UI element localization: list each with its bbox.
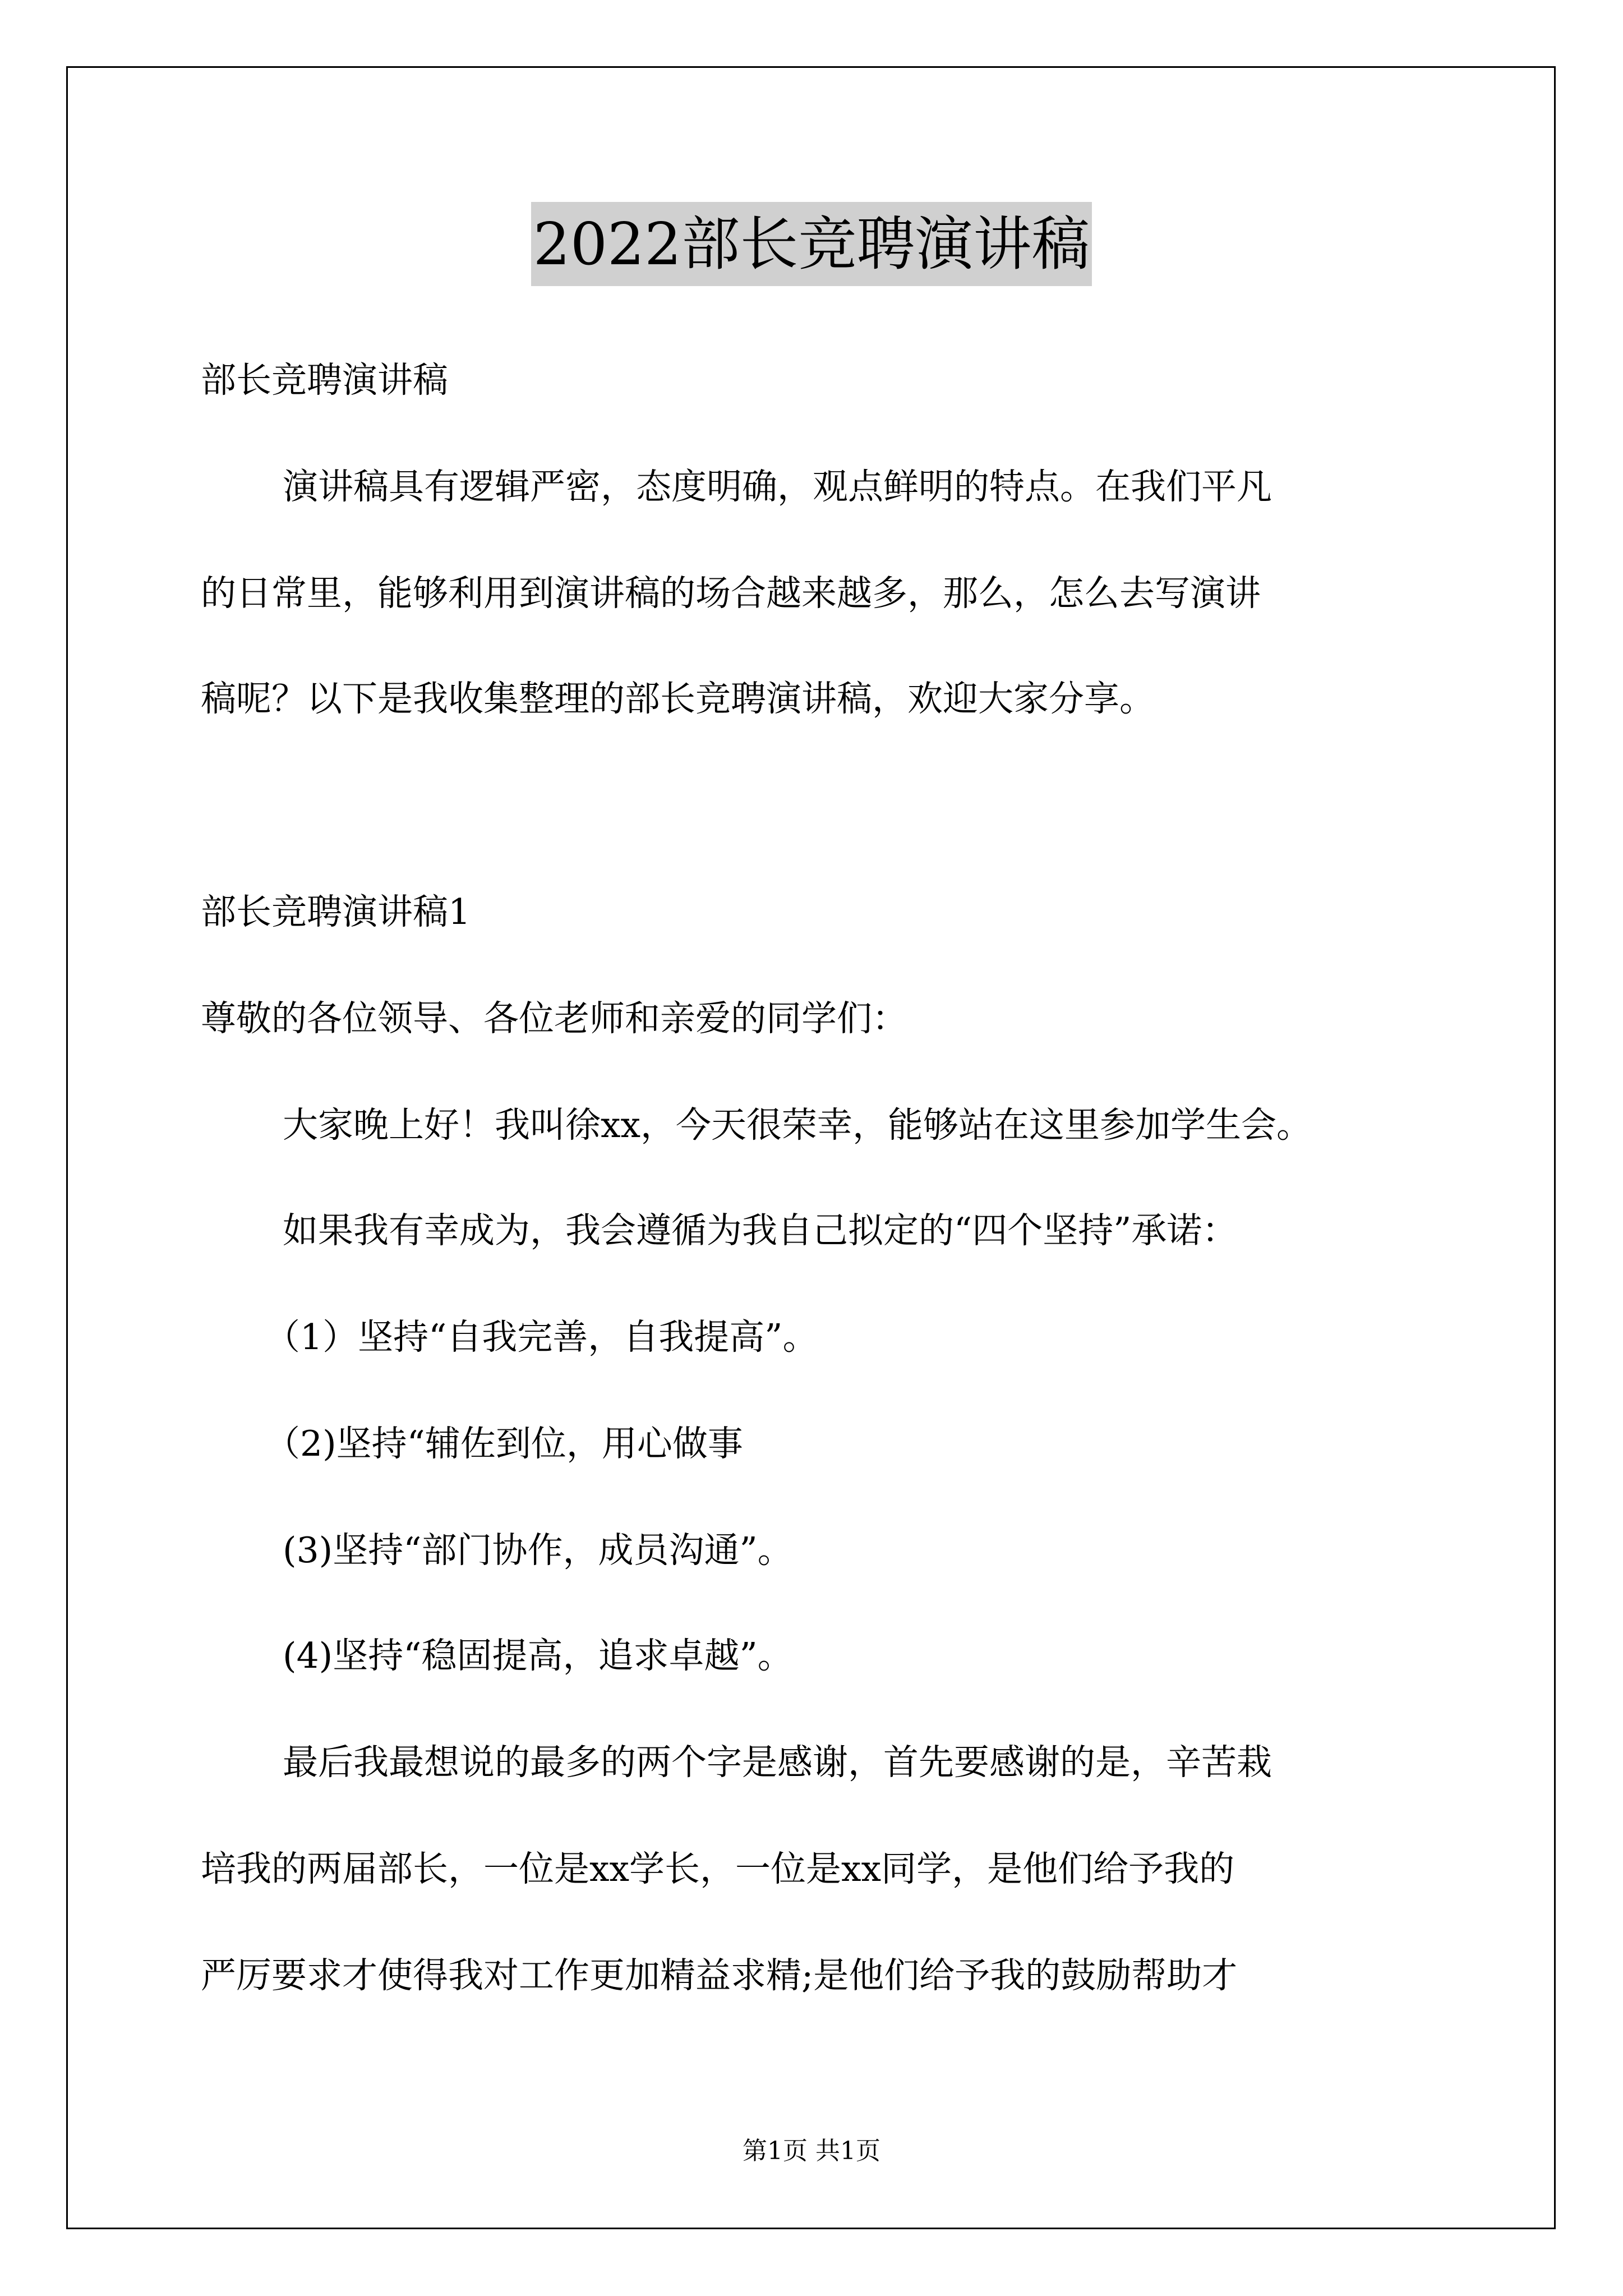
- paragraph-line: 的日常里，能够利用到演讲稿的场合越来越多，那么，怎么去写演讲: [201, 573, 1261, 614]
- section-heading: 部长竞聘演讲稿1: [201, 891, 471, 932]
- paragraph-line: 培我的两届部长，一位是xx学长，一位是xx同学，是他们给予我的: [201, 1848, 1235, 1889]
- title-container: [0, 202, 1623, 286]
- salutation-line: 尊敬的各位领导、各位老师和亲爱的同学们：: [201, 998, 907, 1039]
- list-item: (4)坚持“稳固提高，追求卓越”。: [283, 1635, 793, 1676]
- list-item: (3)坚持“部门协作，成员沟通”。: [283, 1530, 793, 1571]
- list-item: （2)坚持“辅佐到位，用心做事: [265, 1423, 743, 1464]
- paragraph-line: 严厉要求才使得我对工作更加精益求精;是他们给予我的鼓励帮助才: [201, 1955, 1238, 1996]
- paragraph-line: 大家晚上好！我叫徐xx，今天很荣幸，能够站在这里参加学生会。: [283, 1105, 1312, 1145]
- document-title: 2022部长竞聘演讲稿: [531, 202, 1092, 286]
- page-footer: 第1页 共1页: [743, 2137, 880, 2165]
- paragraph-line: 稿呢？以下是我收集整理的部长竞聘演讲稿，欢迎大家分享。: [201, 678, 1155, 719]
- paragraph-line: 最后我最想说的最多的两个字是感谢，首先要感谢的是，辛苦栽: [283, 1742, 1272, 1783]
- paragraph-line: 如果我有幸成为，我会遵循为我自己拟定的“四个坚持”承诺：: [283, 1210, 1238, 1251]
- paragraph-line: 演讲稿具有逻辑严密，态度明确，观点鲜明的特点。在我们平凡: [283, 466, 1272, 507]
- list-item: （1）坚持“自我完善，自我提高”。: [265, 1317, 818, 1358]
- subtitle-line: 部长竞聘演讲稿: [201, 360, 448, 401]
